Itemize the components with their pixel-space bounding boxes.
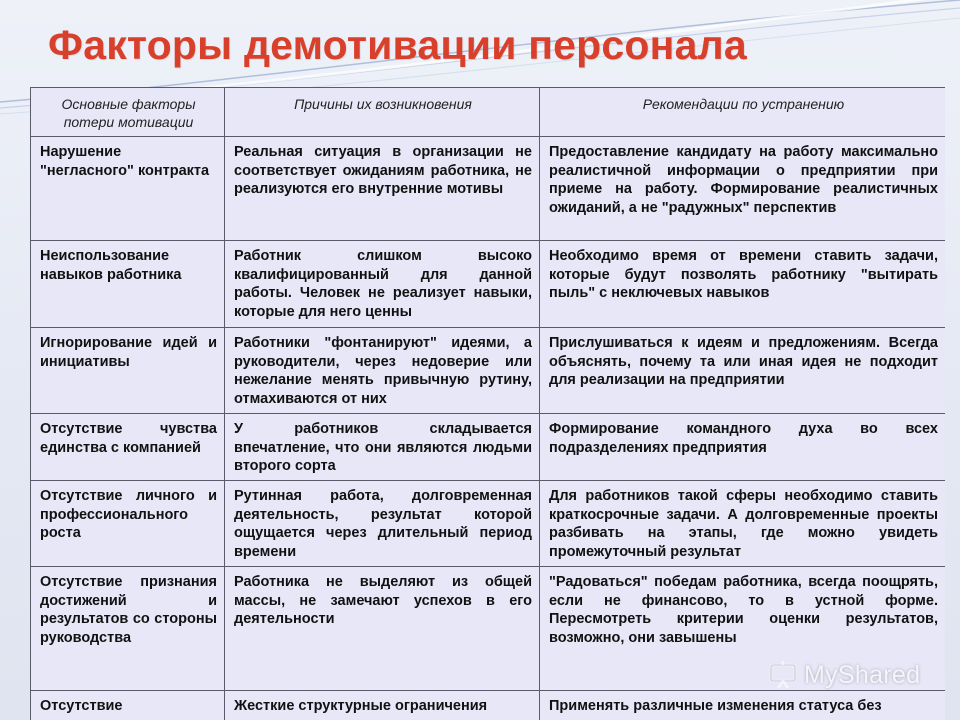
table-container xyxy=(30,87,945,720)
slide-title: Факторы демотивации персонала xyxy=(48,22,747,68)
recommendation-cell: Необходимо время от времени ставить задачи, которые будут позволять работнику "вытирать пыль" с неключевых навыков xyxy=(540,241,946,328)
factor-cell: Неиспользование навыков работника xyxy=(31,241,225,328)
cause-cell: У работников складывается впечатление, что они являются людьми второго сорта xyxy=(225,414,540,481)
factor-cell: Отсутствие xyxy=(31,691,225,720)
watermark xyxy=(768,655,938,695)
table-row xyxy=(31,328,946,414)
presentation-icon xyxy=(768,660,798,690)
factor-cell: Игнорирование идей и инициативы xyxy=(31,328,225,414)
table-row xyxy=(31,414,946,481)
recommendation-cell: Применять различные изменения статуса без xyxy=(540,691,946,720)
table-row xyxy=(31,481,946,567)
recommendation-cell: Прислушиваться к идеям и предложениям. Всегда объяснять, почему та или иная идея не подходит для реализации на предприятии xyxy=(540,328,946,414)
demotivation-factors-table xyxy=(30,87,945,720)
factor-cell: Отсутствие признания достижений и результатов со стороны руководства xyxy=(31,567,225,691)
cause-cell: Рутинная работа, долговременная деятельность, результат которой ощущается через длительный период времени xyxy=(225,481,540,567)
header-factors: Основные факторы потери мотивации xyxy=(31,88,225,137)
factor-cell: Отсутствие личного и профессионального роста xyxy=(31,481,225,567)
table-row xyxy=(31,137,946,241)
header-causes: Причины их возникновения xyxy=(225,88,540,137)
cause-cell: Работники "фонтанируют" идеями, а руководители, через недоверие или нежелание менять привычную рутину, отмахиваются от них xyxy=(225,328,540,414)
watermark-text: MyShared xyxy=(804,660,921,689)
factor-cell: Нарушение "негласного" контракта xyxy=(31,137,225,241)
cause-cell: Жесткие структурные ограничения xyxy=(225,691,540,720)
cause-cell: Реальная ситуация в организации не соответствует ожиданиям работника, не реализуются его внутренние мотивы xyxy=(225,137,540,241)
recommendation-cell: Формирование командного духа во всех подразделениях предприятия xyxy=(540,414,946,481)
header-recommendations: Рекомендации по устранению xyxy=(540,88,946,137)
table-row xyxy=(31,241,946,328)
recommendation-cell: Предоставление кандидату на работу максимально реалистичной информации о предприятии при приеме на работу. Формирование реалистичных ожиданий, а не "радужных" перспектив xyxy=(540,137,946,241)
table-header-row xyxy=(31,88,946,137)
cause-cell: Работник слишком высоко квалифицированный для данной работы. Человек не реализует навыки, которые для него ценны xyxy=(225,241,540,328)
factor-cell: Отсутствие чувства единства с компанией xyxy=(31,414,225,481)
recommendation-cell: "Радоваться" победам работника, всегда поощрять, если не финансово, то в устной форме. Пересмотреть критерии оценки результатов, возможно, они завышены xyxy=(540,567,946,691)
recommendation-cell: Для работников такой сферы необходимо ставить краткосрочные задачи. А долговременные проекты разбивать на этапы, где можно увидеть промежуточный результат xyxy=(540,481,946,567)
cause-cell: Работника не выделяют из общей массы, не замечают успехов в его деятельности xyxy=(225,567,540,691)
